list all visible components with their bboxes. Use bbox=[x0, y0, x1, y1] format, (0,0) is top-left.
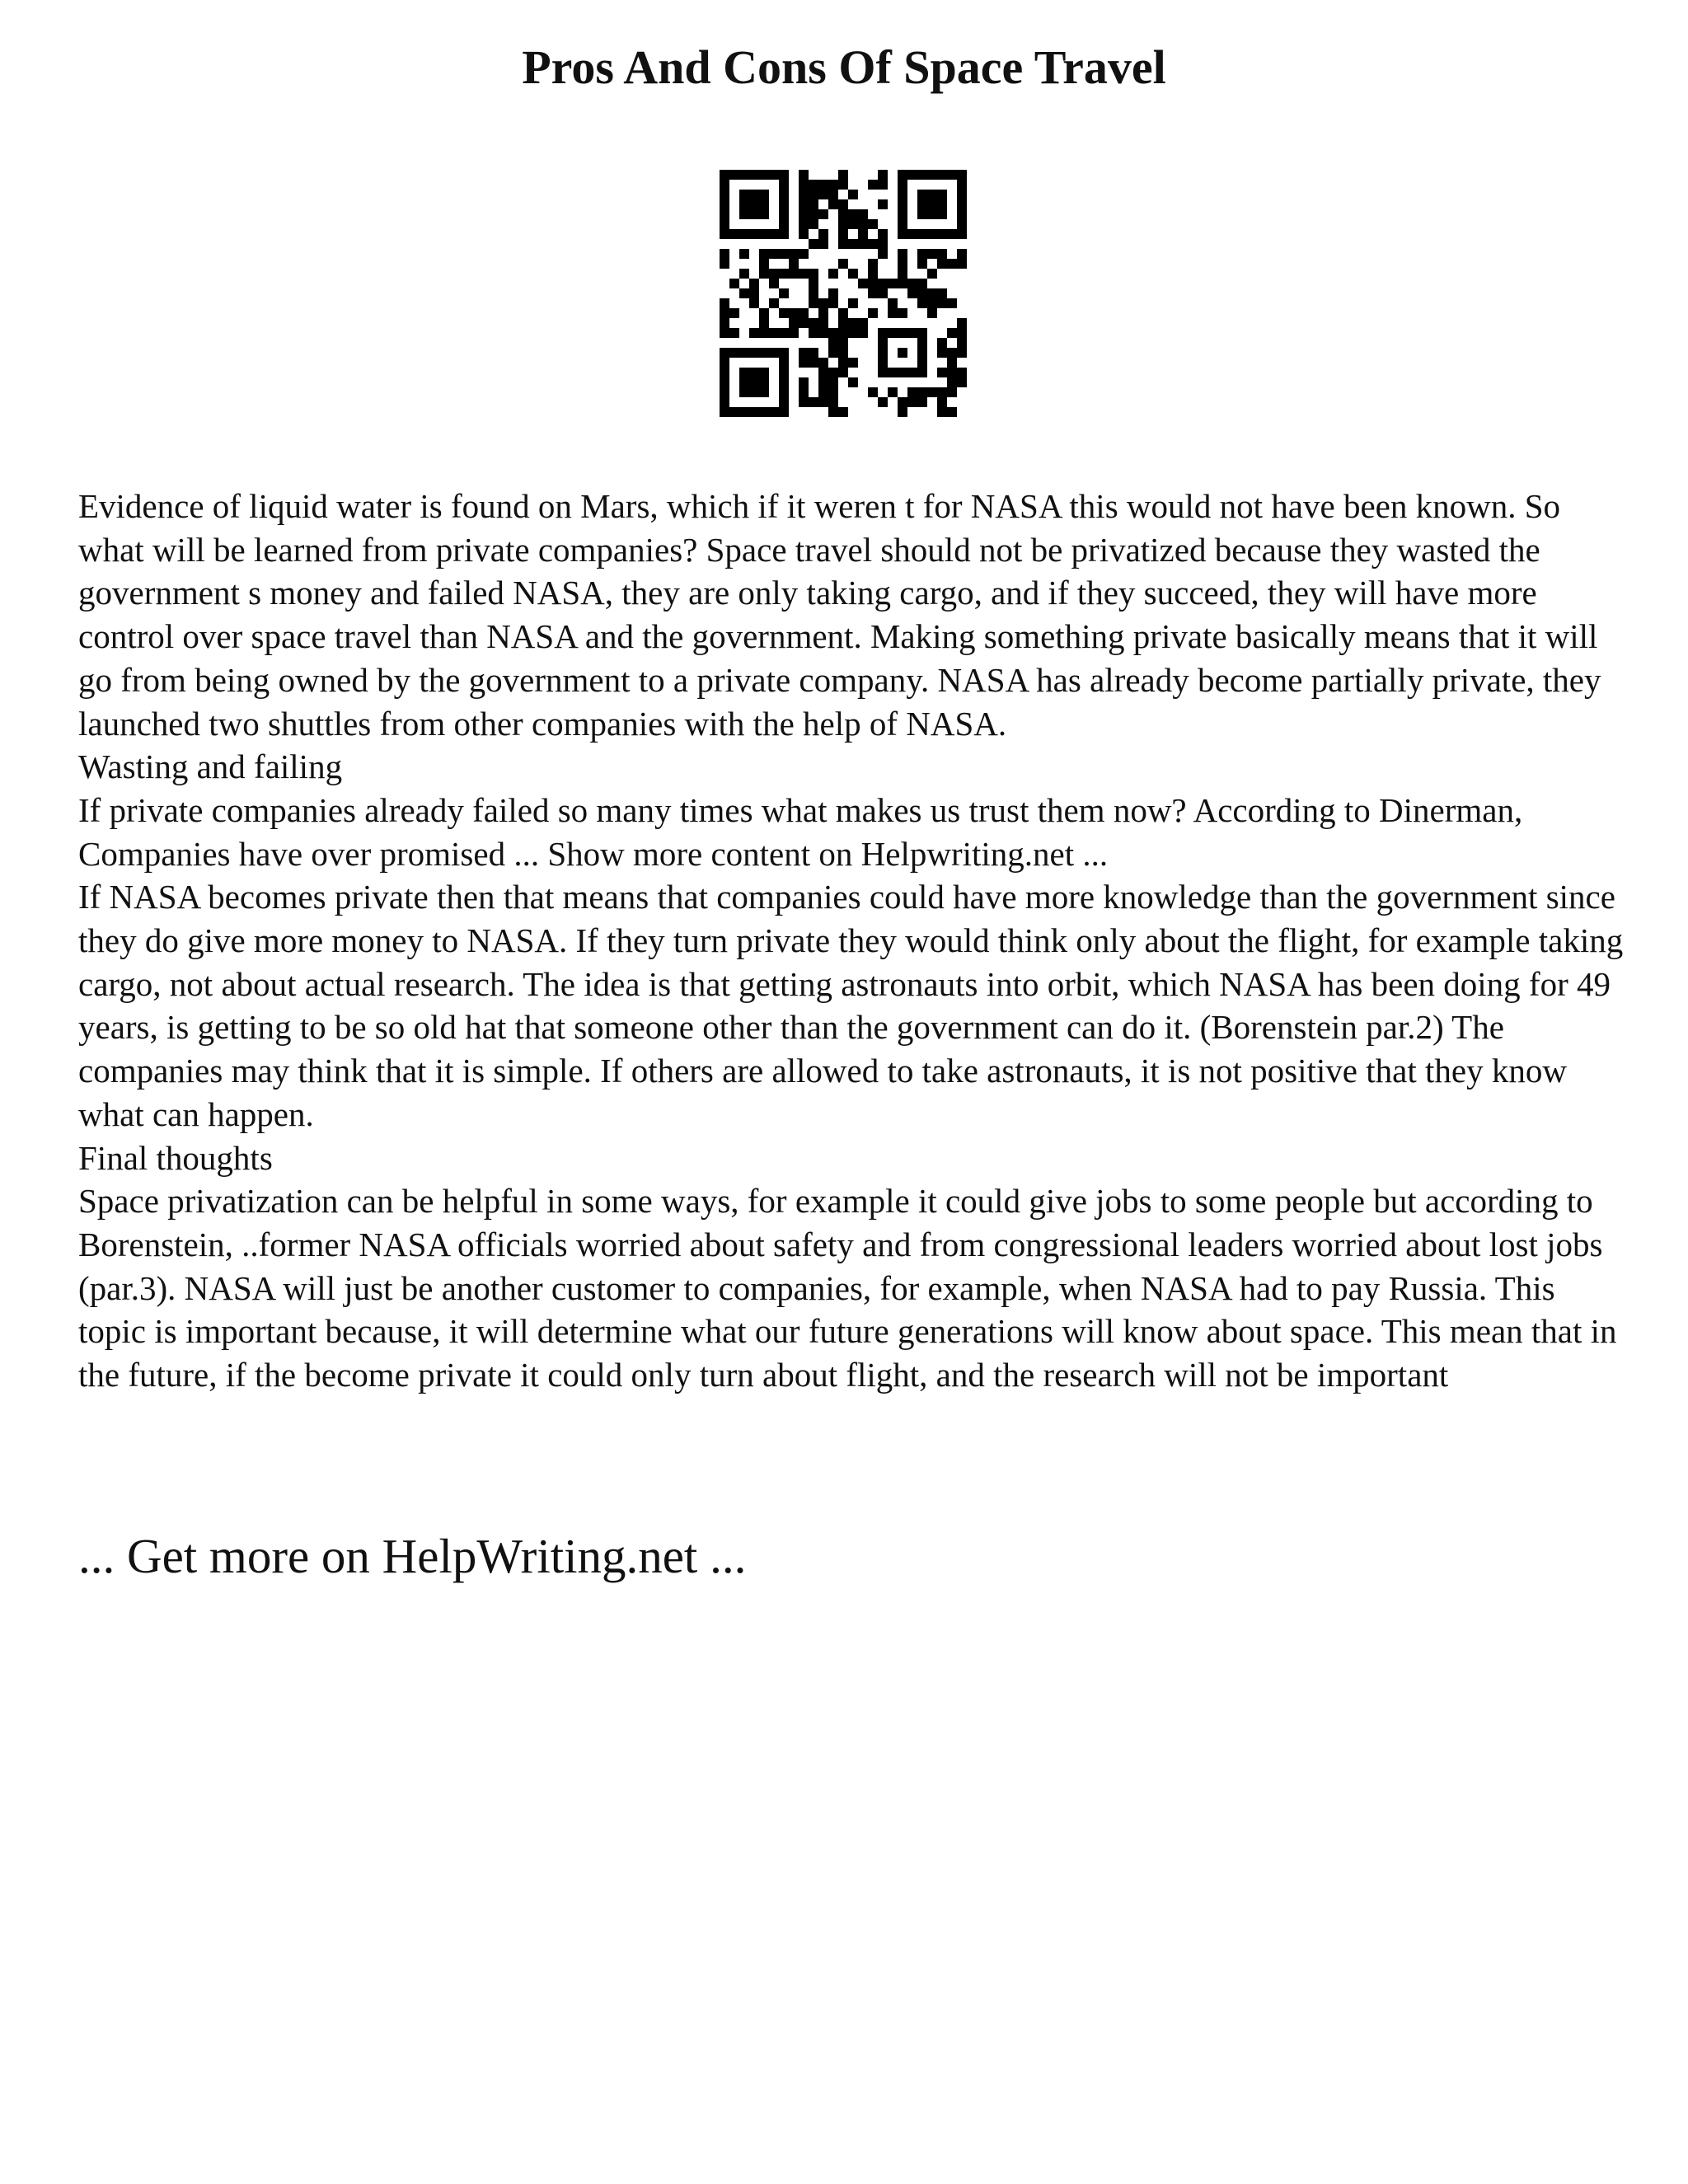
paragraph-intro: Evidence of liquid water is found on Mars, which if it weren t for NASA this would not have been known. So what will be learned from private companies? Space travel should not be privatized because they wasted the government s money and failed NASA, they are only taking cargo, and if they succeed, they will have more control over space travel than NASA and the government. Making something private basically means that it will go from being owned by the government to a private company. NASA has already become partially private, they launched two shuttles from other companies with the help of NASA. bbox=[78, 487, 1601, 743]
document-body bbox=[78, 485, 1628, 1397]
section-heading-final: Final thoughts bbox=[78, 1138, 273, 1177]
paragraph-final: Space privatization can be helpful in some ways, for example it could give jobs to some people but according to Borenstein, ..former NASA officials worried about safety and from congressional leaders worried about lost jobs (par.3). NASA will just be another customer to companies, for example, when NASA had to pay Russia. This topic is important because, it will determine what our future generations will know about space. This mean that in the future, if the become private it could only turn about flight, and the research will not be important bbox=[78, 1182, 1617, 1394]
document-title: Pros And Cons Of Space Travel bbox=[522, 40, 1166, 94]
paragraph-knowledge: If NASA becomes private then that means that companies could have more knowledge than the government since they do give more money to NASA. If they turn private they would think only about the flight, for example taking cargo, not about actual research. The idea is that getting astronauts into orbit, which NASA has been doing for 49 years, is getting to be so old hat that someone other than the government can do it. (Borenstein par.2) The companies may think that it is simple. If others are allowed to take astronauts, it is not positive that they know what can happen. bbox=[78, 878, 1624, 1133]
qr-code-icon bbox=[720, 170, 967, 417]
section-heading-wasting: Wasting and failing bbox=[78, 748, 343, 786]
paragraph-wasting: If private companies already failed so many times what makes us trust them now? According to Dinerman, Companies have over promised ... Show more content on Helpwriting.net ... bbox=[78, 790, 1523, 873]
get-more-link[interactable]: ... Get more on HelpWriting.net ... bbox=[78, 1529, 747, 1583]
